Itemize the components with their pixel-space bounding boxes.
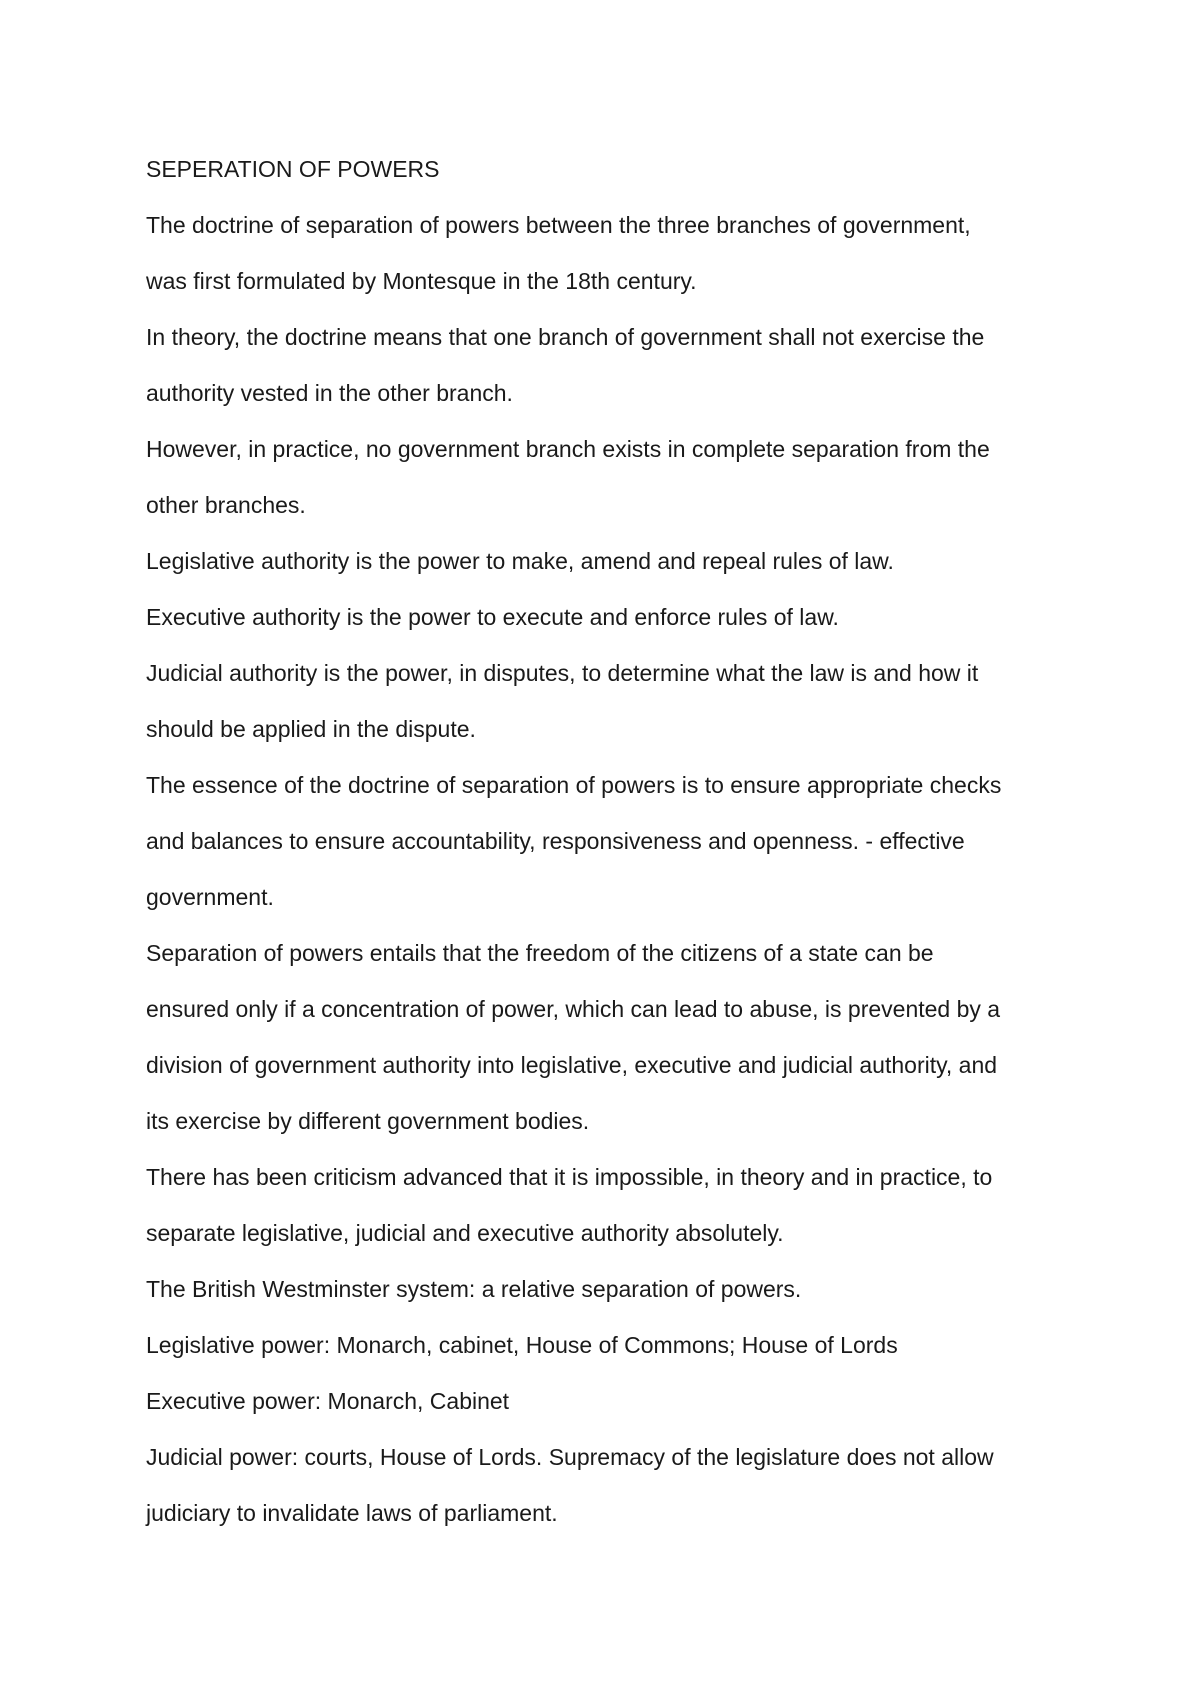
text-line: government. bbox=[146, 884, 274, 910]
text-line: judiciary to invalidate laws of parliament. bbox=[146, 1500, 558, 1526]
text-line: division of government authority into legislative, executive and judicial authority, and bbox=[146, 1052, 998, 1078]
text-line: Separation of powers entails that the freedom of the citizens of a state can be bbox=[146, 940, 934, 966]
text-line: The doctrine of separation of powers between the three branches of government, bbox=[146, 212, 971, 238]
text-line: Executive power: Monarch, Cabinet bbox=[146, 1388, 510, 1414]
text-line: separate legislative, judicial and executive authority absolutely. bbox=[146, 1220, 784, 1246]
text-line: Executive authority is the power to execute and enforce rules of law. bbox=[146, 604, 839, 630]
text-line: However, in practice, no government branch exists in complete separation from the bbox=[146, 436, 990, 462]
text-line: Judicial authority is the power, in disputes, to determine what the law is and how it bbox=[146, 660, 979, 686]
text-line: ensured only if a concentration of power, which can lead to abuse, is prevented by a bbox=[146, 996, 1001, 1022]
text-line: Judicial power: courts, House of Lords. Supremacy of the legislature does not allow bbox=[146, 1444, 994, 1470]
text-line: should be applied in the dispute. bbox=[146, 716, 476, 742]
text-line: and balances to ensure accountability, responsiveness and openness. - effective bbox=[146, 828, 965, 854]
text-line: The essence of the doctrine of separation of powers is to ensure appropriate checks bbox=[146, 772, 1002, 798]
document-body bbox=[146, 141, 1146, 1541]
text-line: Legislative authority is the power to make, amend and repeal rules of law. bbox=[146, 548, 894, 574]
text-line: The British Westminster system: a relative separation of powers. bbox=[146, 1276, 802, 1302]
document-title: SEPERATION OF POWERS bbox=[146, 156, 440, 182]
text-line: other branches. bbox=[146, 492, 306, 518]
text-line: There has been criticism advanced that it is impossible, in theory and in practice, to bbox=[146, 1164, 993, 1190]
text-line: authority vested in the other branch. bbox=[146, 380, 513, 406]
text-line: was first formulated by Montesque in the 18th century. bbox=[146, 268, 697, 294]
text-line: In theory, the doctrine means that one branch of government shall not exercise the bbox=[146, 324, 985, 350]
text-line: its exercise by different government bodies. bbox=[146, 1108, 590, 1134]
text-line: Legislative power: Monarch, cabinet, House of Commons; House of Lords bbox=[146, 1332, 898, 1358]
